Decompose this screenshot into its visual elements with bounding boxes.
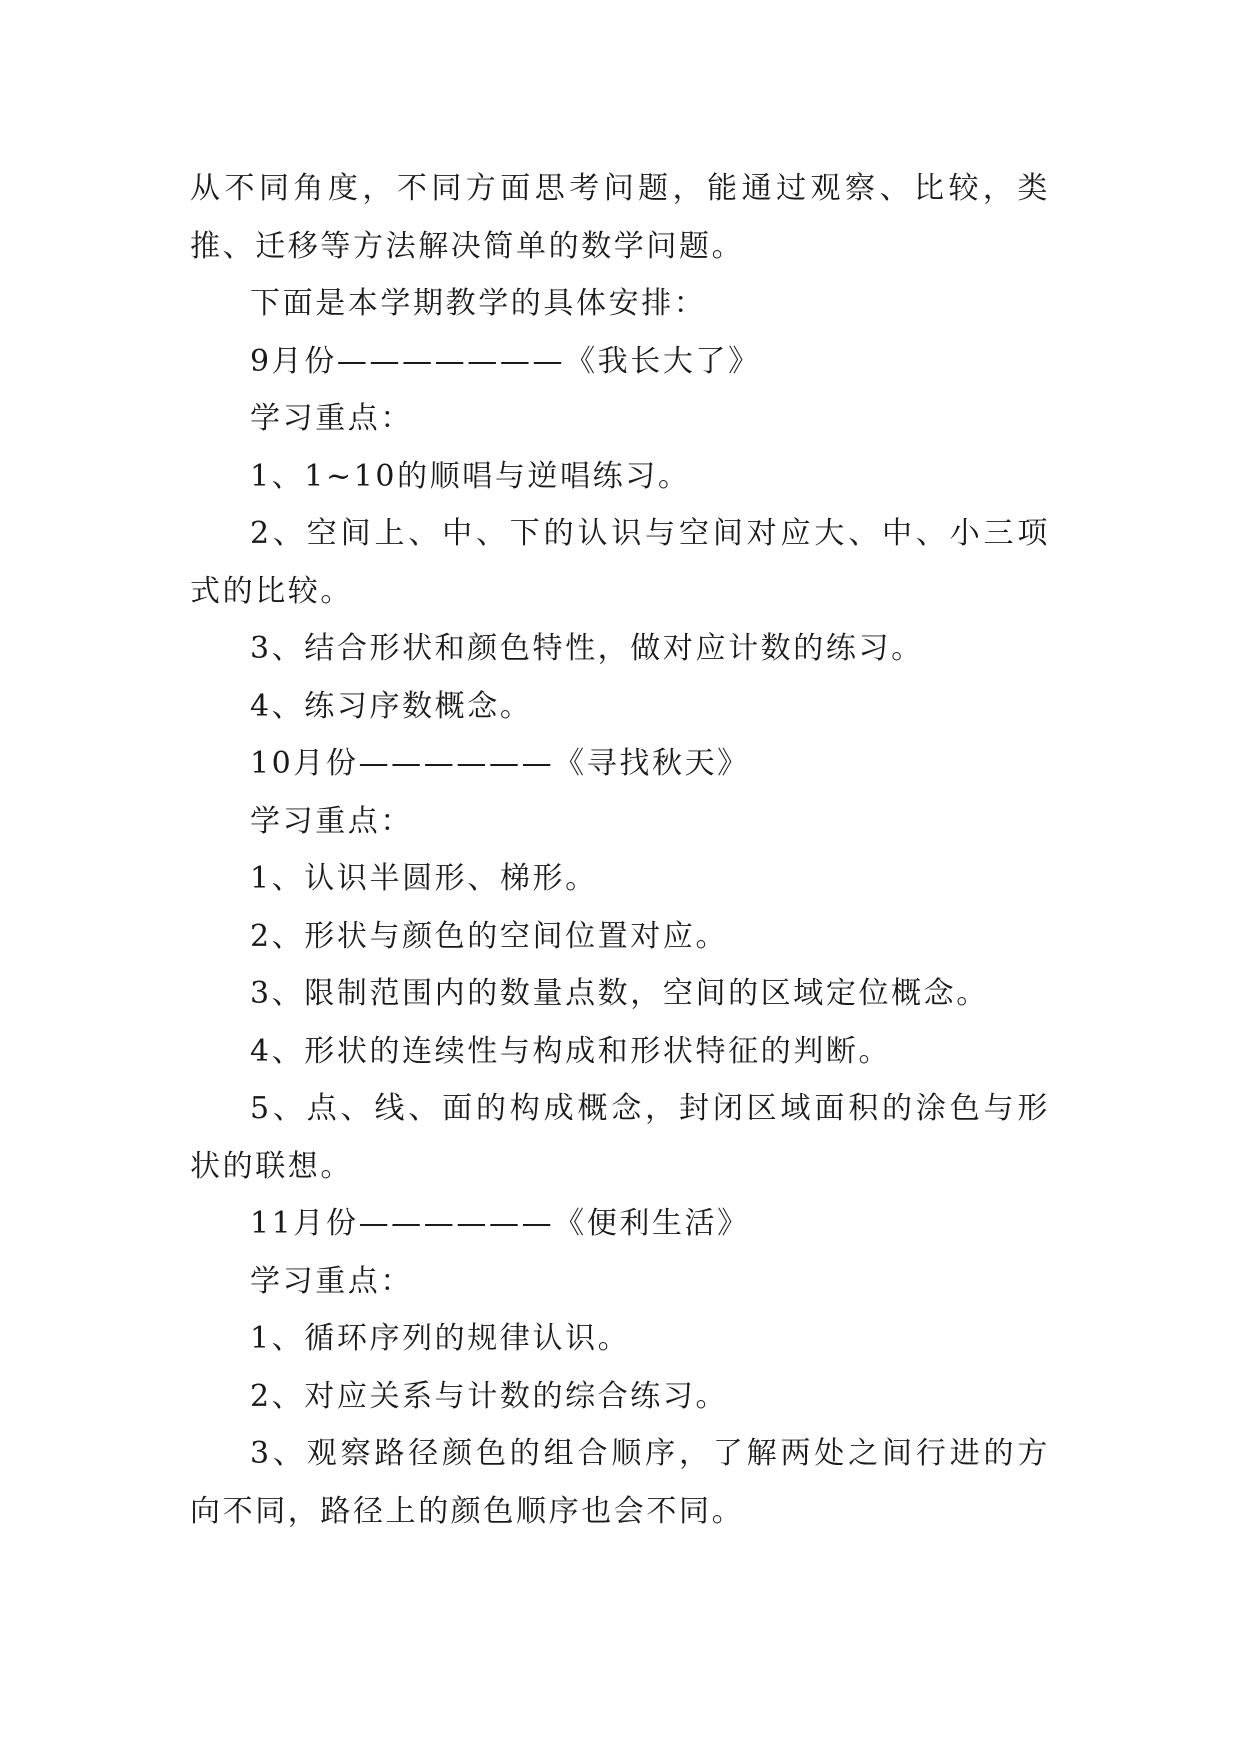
list-item: 2、空间上、中、下的认识与空间对应大、中、小三项式的比较。 (190, 516, 1050, 609)
key-points-label: 学习重点： (250, 1263, 413, 1299)
list-item: 3、限制范围内的数量点数，空间的区域定位概念。 (250, 976, 989, 1011)
list-item: 4、形状的连续性与构成和形状特征的判断。 (250, 1033, 892, 1069)
list-item: 1、1~10的顺唱与逆唱练习。 (250, 458, 691, 494)
key-points-label: 学习重点： (250, 803, 413, 839)
paragraph: 从不同角度，不同方面思考问题，能通过观察、比较，类推、迁移等方法解决简单的数学问题。 (190, 171, 1050, 264)
section-heading-september: 9月份———————《我长大了》 (250, 343, 761, 379)
section-heading-november: 11月份——————《便利生活》 (250, 1206, 750, 1241)
list-item: 1、认识半圆形、梯形。 (250, 861, 598, 896)
document-body (190, 160, 1050, 1540)
list-item: 3、观察路径颜色的组合顺序，了解两处之间行进的方向不同，路径上的颜色顺序也会不同。 (190, 1436, 1050, 1529)
list-item: 5、点、线、面的构成概念，封闭区域面积的涂色与形状的联想。 (190, 1091, 1050, 1184)
list-item: 2、对应关系与计数的综合练习。 (250, 1378, 729, 1414)
section-heading-october: 10月份——————《寻找秋天》 (250, 746, 750, 781)
paragraph: 下面是本学期教学的具体安排： (250, 286, 707, 321)
list-item: 2、形状与颜色的空间位置对应。 (250, 918, 729, 954)
key-points-label: 学习重点： (250, 401, 413, 436)
list-item: 1、循环序列的规律认识。 (250, 1321, 631, 1356)
list-item: 4、练习序数概念。 (250, 688, 533, 724)
list-item: 3、结合形状和颜色特性，做对应计数的练习。 (250, 631, 924, 666)
